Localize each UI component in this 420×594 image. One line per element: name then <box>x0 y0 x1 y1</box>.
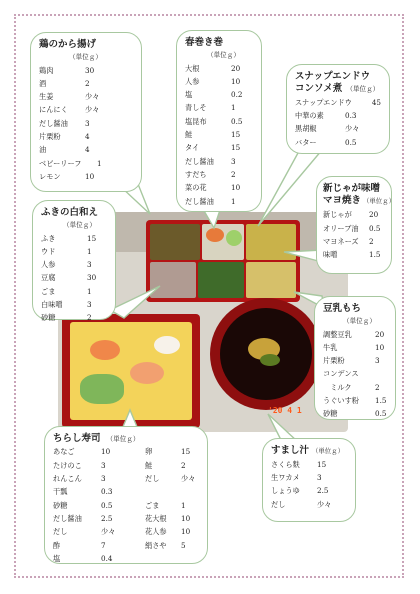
ingredient-row: ふき 15 <box>41 233 97 243</box>
date-stamp: '20 4 1 <box>268 406 302 415</box>
chirashi-title: ちらし寿司 <box>53 433 101 444</box>
ingredient-row: バター 0.5 <box>295 137 357 147</box>
sumashi-card <box>262 438 356 522</box>
ingredient-row: 菜の花 10 <box>185 183 241 193</box>
ingredient-row: 生ワカメ 3 <box>271 473 322 483</box>
sumashi-title: すまし汁 <box>271 445 310 456</box>
ingredient-row: 白味噌 3 <box>41 300 92 310</box>
karaage-card <box>30 32 142 192</box>
chirashi-card <box>44 426 208 564</box>
harumaki-unit: （単位ｇ） <box>207 51 240 60</box>
ingredient-row: レモン 10 <box>39 172 95 182</box>
ingredient-row: ごま 1 <box>41 286 92 296</box>
potato-card <box>316 176 395 274</box>
ingredient-row: タイ 15 <box>185 143 241 153</box>
ingredient-row: 片栗粉 3 <box>323 356 380 366</box>
ingredient-row: しょうゆ 2.5 <box>271 486 329 496</box>
soy-mochi-card <box>314 296 396 420</box>
ingredient-row: 中華の素 0.3 <box>295 111 357 120</box>
fuki-card <box>32 200 116 323</box>
snap-pea-unit: （単位ｇ） <box>346 85 380 94</box>
karaage-title: 鶏のから揚げ <box>39 39 97 50</box>
ingredient-row: 砂糖 2 <box>41 313 92 323</box>
ingredient-row: オリーブ油 0.5 <box>323 223 381 233</box>
ingredient-row: スナップエンドウ 45 <box>295 97 381 107</box>
ingredient-row: コンデンス <box>323 369 359 379</box>
ingredient-row: 酒 2 <box>39 78 90 88</box>
ingredient-row: 鶏肉 30 <box>39 65 95 75</box>
ingredient-row: ミルク 2 <box>323 382 380 392</box>
ingredient-row: すだち 2 <box>185 170 236 180</box>
ingredient-row: 調整豆乳 20 <box>323 329 385 339</box>
ingredient-row: 生姜 少々 <box>39 92 100 102</box>
ingredient-row: マヨネーズ 2 <box>323 236 374 246</box>
ingredient-row: だし醤油 3 <box>39 118 90 128</box>
ingredient-row: 塩昆布 0.5 <box>185 116 243 126</box>
potato-unit: （単位ｇ） <box>363 197 395 206</box>
ingredient-row: 人参 3 <box>41 260 92 270</box>
ingredient-row: うぐいす粉 1.5 <box>323 396 387 406</box>
potato-title-2: マヨ焼き <box>323 195 362 207</box>
chirashi-ingredients: あなご 10 卵 15 たけのこ 3 鮭 2 れんこん 3 だし 少々 干瓢 0.3 砂糖 0.5 ごま 1 だし醤油 2.5 花大根 10 だし 少々 花人参 10 酢 7 絹さや 5 塩 0.4 <box>53 447 196 563</box>
fuki-title: ふきの白和え <box>41 207 99 218</box>
ingredient-row: 鮭 15 <box>185 130 241 140</box>
harumaki-title: 春巻き巻 <box>185 37 224 48</box>
ingredient-row: 青しそ 1 <box>185 103 236 113</box>
ingredient-row: 油 4 <box>39 145 90 155</box>
potato-title: 新じゃが味噌 <box>323 183 381 194</box>
chirashi-unit: （単位ｇ） <box>106 435 140 443</box>
ingredient-row: だし醤油 3 <box>185 156 236 166</box>
ingredient-row: ベビーリーフ 1 <box>39 158 102 168</box>
ingredient-row: 牛乳 10 <box>323 342 385 352</box>
ingredient-row: 大根 20 <box>185 63 241 73</box>
ingredient-row: 片栗粉 4 <box>39 132 90 142</box>
fuki-unit: （単位ｇ） <box>63 221 96 230</box>
soy-mochi-title: 豆乳もち <box>323 303 362 314</box>
ingredient-row: 豆腐 30 <box>41 273 97 283</box>
snap-pea-card <box>286 64 390 154</box>
ingredient-row: 砂糖 0.5 <box>323 409 387 419</box>
karaage-unit: （単位ｇ） <box>69 53 102 62</box>
ingredient-row: ウド 1 <box>41 246 92 256</box>
ingredient-row: 塩 0.2 <box>185 90 243 100</box>
ingredient-row: 黒胡椒 少々 <box>295 124 360 134</box>
ingredient-row: 味噌 1.5 <box>323 250 381 260</box>
ingredient-row: にんにく 少々 <box>39 105 100 115</box>
ingredient-row: だし醤油 1 <box>185 196 236 206</box>
soy-mochi-unit: （単位ｇ） <box>343 317 376 326</box>
snap-pea-title: スナップエンドウ <box>295 71 371 82</box>
ingredient-row: 新じゃが 20 <box>323 210 379 220</box>
snap-pea-title-2: コンソメ煮 <box>295 83 343 95</box>
ingredient-row: 人参 10 <box>185 76 241 86</box>
harumaki-card <box>176 30 262 212</box>
sumashi-unit: （単位ｇ） <box>312 447 344 455</box>
ingredient-row: だし 少々 <box>271 499 332 509</box>
ingredient-row: さくら麩 15 <box>271 459 327 469</box>
